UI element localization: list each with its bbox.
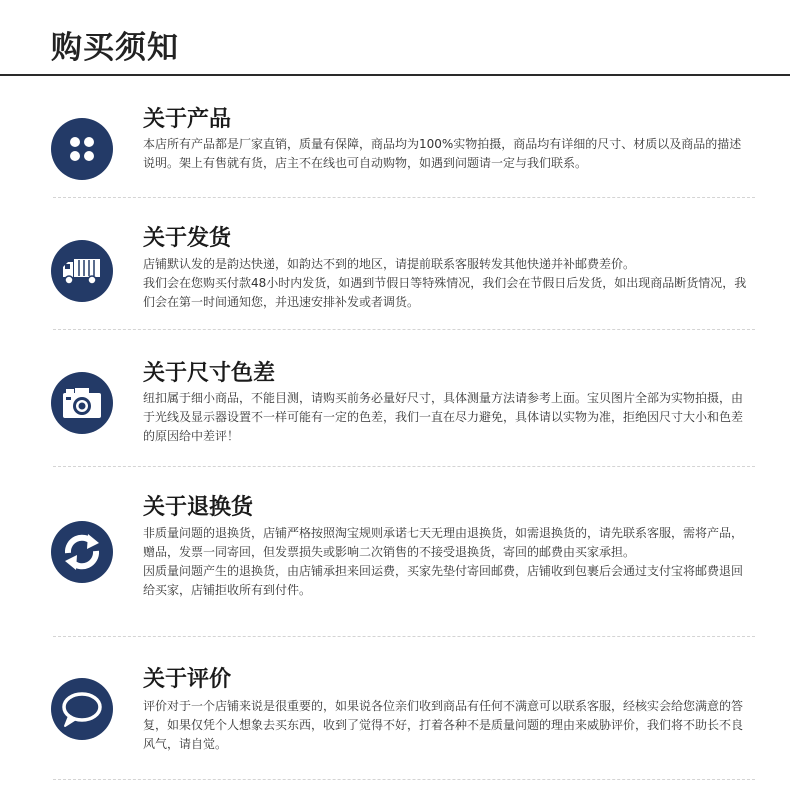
section-paragraph: 因质量问题产生的退换货，由店铺承担来回运费，买家先垫付寄回邮费，店铺收到包裹后会通过支付宝将邮费退回给买家，店铺拒收所有到付件。 bbox=[143, 564, 744, 597]
section-divider bbox=[53, 779, 755, 780]
section-body bbox=[143, 697, 753, 754]
section-paragraph: 本店所有产品都是厂家直销，质量有保障，商品均为100%实物拍摄，商品均有详细的尺寸、材质以及商品的描述说明。架上有售就有货，店主不在线也可自动购物，如遇到问题请一定与我们联系。 bbox=[143, 137, 742, 170]
page-title: 购买须知 bbox=[51, 30, 179, 66]
section-title: 关于退换货 bbox=[143, 495, 254, 520]
section-body bbox=[143, 389, 753, 446]
delivery-truck-icon bbox=[51, 240, 113, 302]
camera-icon bbox=[51, 372, 113, 434]
section-body bbox=[143, 255, 753, 312]
section-title: 关于尺寸色差 bbox=[143, 361, 276, 386]
section-divider bbox=[53, 329, 755, 330]
section-body bbox=[143, 135, 753, 173]
section-paragraph: 店铺默认发的是韵达快递，如韵达不到的地区，请提前联系客服转发其他快递并补邮费差价。 bbox=[143, 257, 636, 271]
four-dots-icon bbox=[51, 118, 113, 180]
section-title: 关于产品 bbox=[143, 107, 232, 132]
section-body bbox=[143, 524, 753, 600]
section-title: 关于发货 bbox=[143, 226, 232, 251]
page-header bbox=[0, 0, 790, 76]
section-paragraph: 非质量问题的退换货，店铺严格按照淘宝规则承诺七天无理由退换货，如需退换货的，请先联系客服，需将产品，赠品，发票一同寄回，但发票损失或影响二次销售的不接受退换货，寄回的邮费由买家承担。 bbox=[143, 526, 744, 559]
exchange-arrows-icon bbox=[51, 521, 113, 583]
header-divider bbox=[0, 74, 790, 76]
section-paragraph: 纽扣属于细小商品，不能目测，请购买前务必量好尺寸，具体测量方法请参考上面。宝贝图片全部为实物拍摄，由于光线及显示器设置不一样可能有一定的色差，我们一直在尽力避免，具体请以实物为准，拒绝因尺寸大小和色差的原因给中差评！ bbox=[143, 391, 744, 443]
section-divider bbox=[53, 197, 755, 198]
section-paragraph: 我们会在您购买付款48小时内发货，如遇到节假日等特殊情况，我们会在节假日后发货，如出现商品断货情况，我们会在第一时间通知您，并迅速安排补发或者调货。 bbox=[143, 276, 747, 309]
section-paragraph: 评价对于一个店铺来说是很重要的，如果说各位亲们收到商品有任何不满意可以联系客服，经核实会给您满意的答复，如果仅凭个人想象去买东西，收到了觉得不好，打着各种不是质量问题的理由来威胁评价，我们将不助长不良风气，请自觉。 bbox=[143, 699, 744, 751]
section-divider bbox=[53, 466, 755, 467]
section-divider bbox=[53, 636, 755, 637]
speech-bubble-icon bbox=[51, 678, 113, 740]
section-title: 关于评价 bbox=[143, 667, 232, 692]
